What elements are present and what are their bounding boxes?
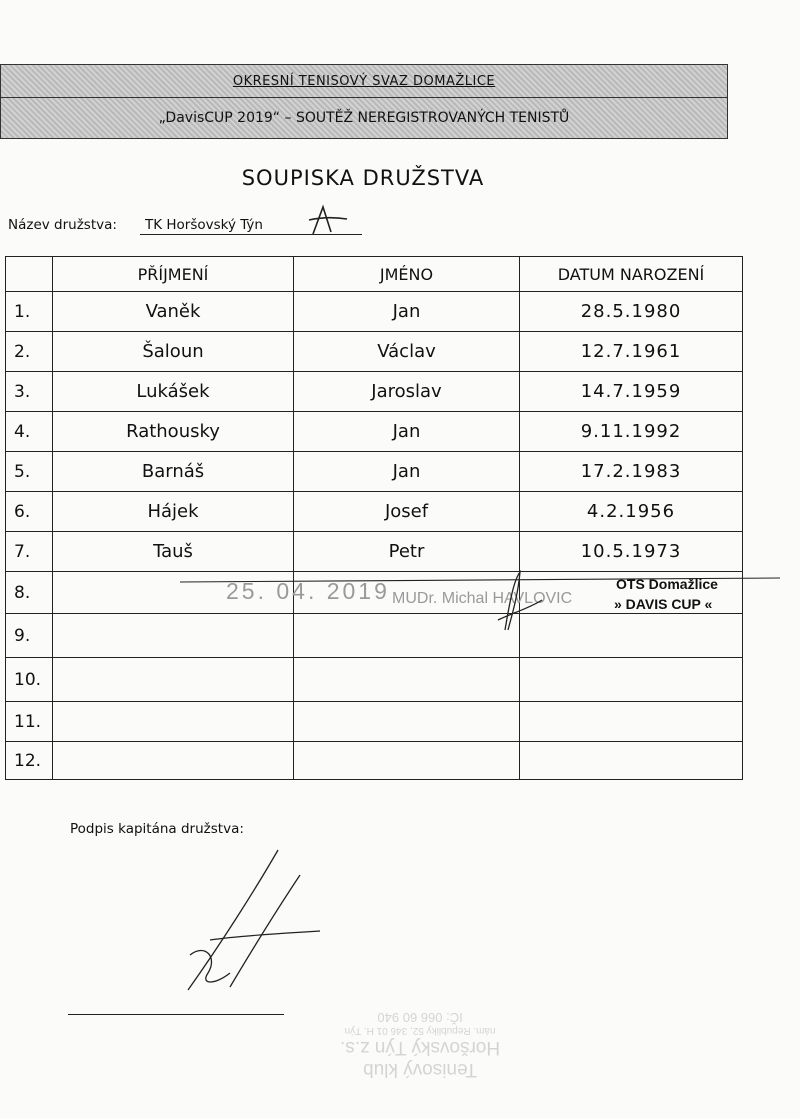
table-row bbox=[6, 658, 743, 702]
captain-signature-line bbox=[68, 1014, 284, 1015]
table-row bbox=[6, 332, 743, 372]
table-row bbox=[6, 492, 743, 532]
row-first-name bbox=[294, 658, 520, 702]
row-birth-date bbox=[520, 702, 743, 742]
row-surname bbox=[53, 742, 294, 780]
row-birth-date: 14.7.1959 bbox=[520, 372, 743, 412]
row-surname: Vaněk bbox=[53, 292, 294, 332]
reverse-stamp-line4: IČ: 066 60 940 bbox=[377, 1010, 463, 1025]
row-number: 7. bbox=[6, 532, 53, 572]
header-cell-birth-date: DATUM NAROZENÍ bbox=[520, 257, 743, 292]
reverse-side-stamp bbox=[340, 1010, 500, 1080]
row-surname: Šaloun bbox=[53, 332, 294, 372]
stamp-davis-cup: » DAVIS CUP « bbox=[614, 596, 713, 612]
row-number: 11. bbox=[6, 702, 53, 742]
header-cell-number bbox=[6, 257, 53, 292]
team-name: TK Horšovský Týn bbox=[145, 217, 263, 233]
stamp-date: 25. 04. 2019 bbox=[226, 578, 390, 604]
header-competition: „DavisCUP 2019“ – SOUTĚŽ NEREGISTROVANÝCH TENISTŮ bbox=[158, 110, 570, 126]
row-surname bbox=[53, 658, 294, 702]
row-birth-date: 12.7.1961 bbox=[520, 332, 743, 372]
row-surname: Hájek bbox=[53, 492, 294, 532]
table-row bbox=[6, 372, 743, 412]
row-number: 12. bbox=[6, 742, 53, 780]
row-first-name: Jan bbox=[294, 292, 520, 332]
reverse-stamp-line3: nám. Republiky 52, 346 01 H. Týn bbox=[344, 1025, 496, 1036]
row-number: 3. bbox=[6, 372, 53, 412]
row-birth-date: 28.5.1980 bbox=[520, 292, 743, 332]
stamp-signature-scribble bbox=[180, 560, 780, 640]
row-first-name: Jaroslav bbox=[294, 372, 520, 412]
row-birth-date bbox=[520, 742, 743, 780]
row-birth-date: 10.5.1973 bbox=[520, 532, 743, 572]
row-birth-date: 9.11.1992 bbox=[520, 412, 743, 452]
row-first-name: Jan bbox=[294, 412, 520, 452]
row-first-name: Josef bbox=[294, 492, 520, 532]
captain-signature-label: Podpis kapitána družstva: bbox=[70, 821, 244, 837]
reverse-stamp-line1: Tenisový klub bbox=[363, 1059, 478, 1080]
row-first-name bbox=[294, 742, 520, 780]
page-title: SOUPISKA DRUŽSTVA bbox=[241, 166, 485, 190]
row-birth-date: 4.2.1956 bbox=[520, 492, 743, 532]
row-first-name: Jan bbox=[294, 452, 520, 492]
handwritten-team-mark-a bbox=[305, 204, 355, 236]
table-row bbox=[6, 292, 743, 332]
row-number: 6. bbox=[6, 492, 53, 532]
row-first-name bbox=[294, 702, 520, 742]
table-header-row bbox=[6, 257, 743, 292]
row-birth-date bbox=[520, 658, 743, 702]
header-cell-surname: PŘÍJMENÍ bbox=[53, 257, 294, 292]
team-label: Název družstva: bbox=[8, 217, 117, 233]
header-organization: OKRESNÍ TENISOVÝ SVAZ DOMAŽLICE bbox=[232, 74, 496, 89]
stamp-doctor-name: MUDr. Michal HAVLOVIC bbox=[392, 590, 573, 607]
row-first-name: Václav bbox=[294, 332, 520, 372]
table-row bbox=[6, 452, 743, 492]
row-birth-date: 17.2.1983 bbox=[520, 452, 743, 492]
captain-signature-icon bbox=[160, 845, 320, 995]
row-surname: Lukášek bbox=[53, 372, 294, 412]
stamp-ots: OTS Domažlice bbox=[616, 576, 718, 592]
row-number: 2. bbox=[6, 332, 53, 372]
header-organization-banner bbox=[0, 64, 728, 98]
row-number: 8. bbox=[6, 572, 53, 614]
row-first-name: Petr bbox=[294, 532, 520, 572]
row-number: 1. bbox=[6, 292, 53, 332]
table-row bbox=[6, 702, 743, 742]
row-number: 9. bbox=[6, 614, 53, 658]
row-surname bbox=[53, 702, 294, 742]
row-surname: Rathousky bbox=[53, 412, 294, 452]
row-surname: Tauš bbox=[53, 532, 294, 572]
roster-table bbox=[5, 256, 743, 780]
row-surname: Barnáš bbox=[53, 452, 294, 492]
header-competition-banner bbox=[0, 97, 728, 139]
row-number: 5. bbox=[6, 452, 53, 492]
row-number: 10. bbox=[6, 658, 53, 702]
reverse-stamp-line2: Horšovský Týn z.s. bbox=[340, 1037, 501, 1058]
table-row bbox=[6, 742, 743, 780]
table-row bbox=[6, 412, 743, 452]
header-cell-first-name: JMÉNO bbox=[294, 257, 520, 292]
row-number: 4. bbox=[6, 412, 53, 452]
